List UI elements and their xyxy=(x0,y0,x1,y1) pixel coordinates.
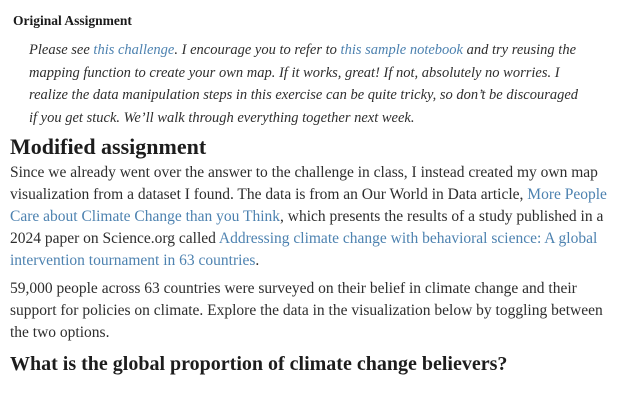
modified-assignment-paragraph-2: 59,000 people across 63 countries were surveyed on their belief in climate change and their support for policies on climate. Explore the data in the visualization below by toggling between the two options. xyxy=(10,280,603,341)
link-science-paper[interactable]: Addressing climate change with behavioral science: A global intervention tournament in 63 countries xyxy=(10,230,598,269)
text-run: , which presents the results of a study published in a 2024 paper on Science.org called xyxy=(10,208,604,247)
link-owid-article[interactable]: More People Care about Climate Change than you Think xyxy=(10,186,607,225)
original-assignment-heading: Original Assignment xyxy=(13,13,132,28)
assignment-quote xyxy=(29,39,579,129)
modified-assignment-paragraph-1 xyxy=(10,162,608,272)
next-section-heading-partial: What is the global proportion of climate change believers? xyxy=(10,353,508,375)
text-run: Please see xyxy=(29,42,94,58)
modified-assignment-heading: Modified assignment xyxy=(10,134,207,159)
link-this-challenge[interactable]: this challenge xyxy=(93,42,175,58)
text-run: and try reusing the mapping function to create your own map. If it works, great! If not, absolutely no worries. I realize the data manipulation steps in this exercise can be quite tricky, so don’t be discouraged if you get stuck. We’ll walk through everything together next week. xyxy=(29,42,579,126)
text-run: . xyxy=(255,252,260,269)
text-run: Since we already went over the answer to the challenge in class, I instead created my own map visualization from a dataset I found. The data is from an Our World in Data article, xyxy=(10,164,598,203)
text-run: . I encourage you to refer to xyxy=(174,42,341,58)
link-sample-notebook[interactable]: this sample notebook xyxy=(340,42,463,58)
